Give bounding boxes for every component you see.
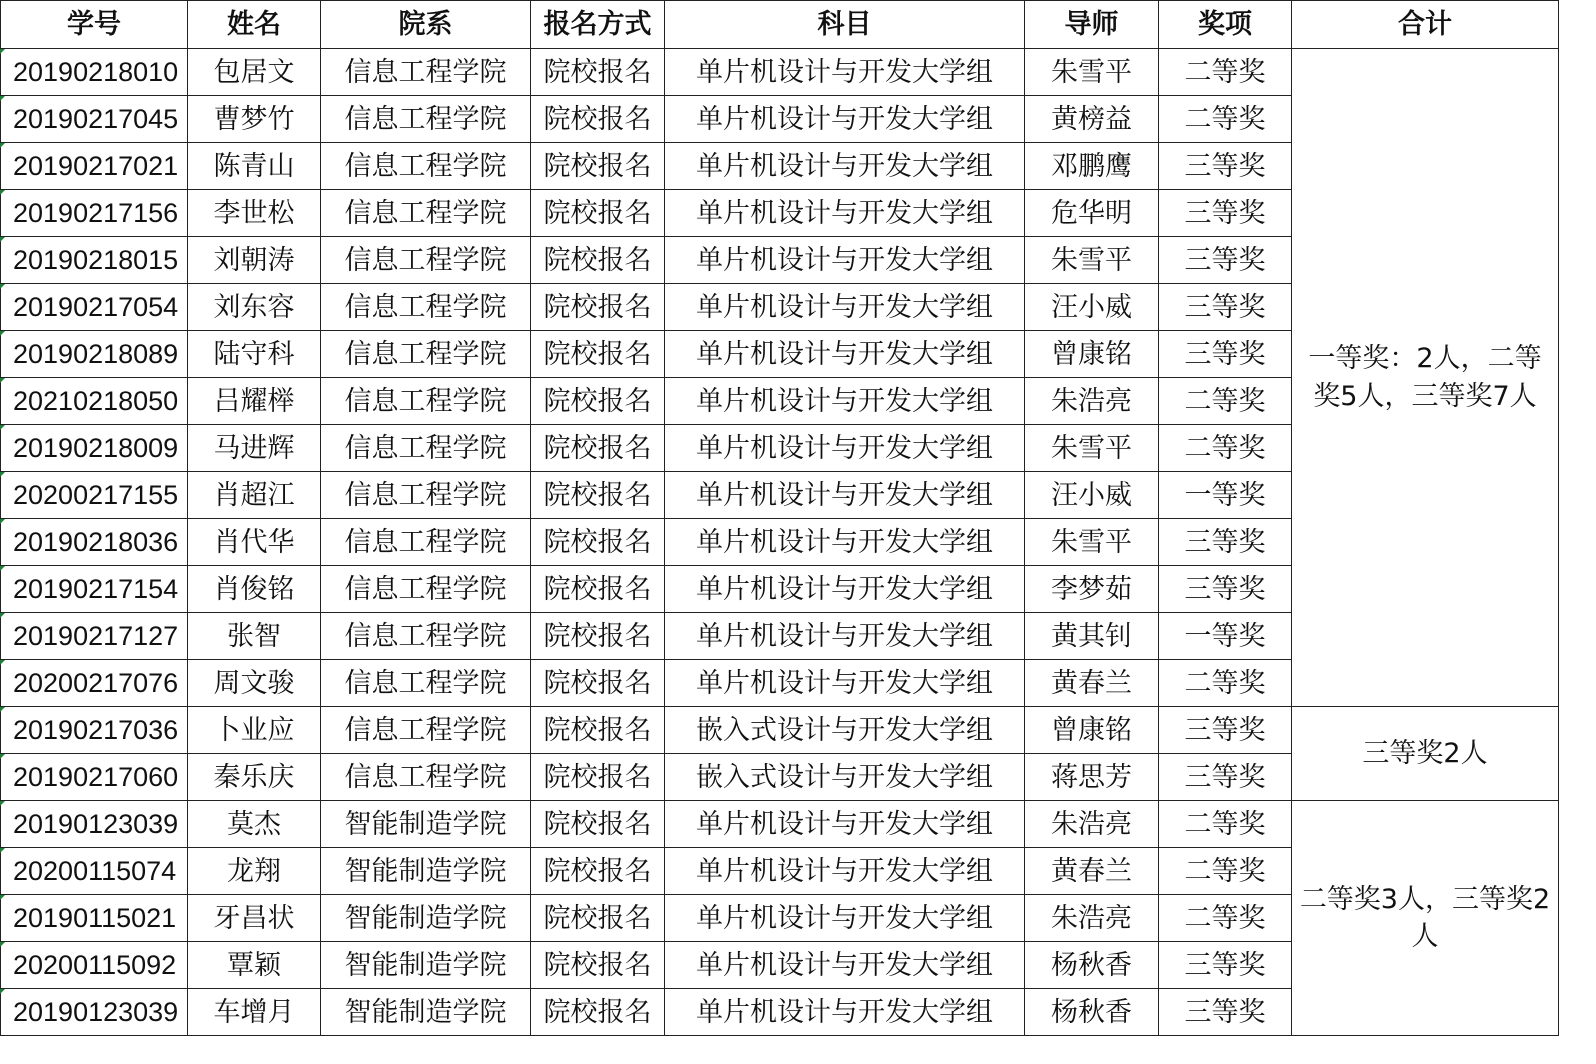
student-id-cell[interactable]: 20200217155	[1, 472, 188, 519]
registration-cell[interactable]: 院校报名	[531, 96, 665, 143]
name-cell[interactable]: 张智	[188, 613, 321, 660]
award-cell[interactable]: 一等奖	[1159, 472, 1292, 519]
subject-cell[interactable]: 单片机设计与开发大学组	[665, 660, 1025, 707]
department-cell[interactable]: 智能制造学院	[321, 942, 531, 989]
student-id-cell[interactable]: 20190217036	[1, 707, 188, 754]
table-row	[1, 707, 1559, 754]
name-cell[interactable]: 秦乐庆	[188, 754, 321, 801]
name-cell[interactable]: 车增月	[188, 989, 321, 1036]
header-row	[1, 1, 1559, 49]
department-cell[interactable]: 信息工程学院	[321, 519, 531, 566]
registration-cell[interactable]: 院校报名	[531, 284, 665, 331]
subject-cell[interactable]: 单片机设计与开发大学组	[665, 425, 1025, 472]
advisor-cell[interactable]: 朱雪平	[1025, 519, 1159, 566]
award-cell[interactable]: 三等奖	[1159, 942, 1292, 989]
registration-cell[interactable]: 院校报名	[531, 472, 665, 519]
department-cell[interactable]: 信息工程学院	[321, 143, 531, 190]
award-cell[interactable]: 三等奖	[1159, 143, 1292, 190]
header-registration[interactable]: 报名方式	[531, 1, 665, 49]
advisor-cell[interactable]: 朱浩亮	[1025, 378, 1159, 425]
subject-cell[interactable]: 单片机设计与开发大学组	[665, 942, 1025, 989]
subject-cell[interactable]: 单片机设计与开发大学组	[665, 566, 1025, 613]
cell-warning-marker-icon	[0, 848, 5, 853]
department-cell[interactable]: 信息工程学院	[321, 96, 531, 143]
department-cell[interactable]: 智能制造学院	[321, 801, 531, 848]
name-cell[interactable]: 吕耀榉	[188, 378, 321, 425]
name-cell[interactable]: 包居文	[188, 49, 321, 96]
department-cell[interactable]: 智能制造学院	[321, 848, 531, 895]
advisor-cell[interactable]: 李梦茹	[1025, 566, 1159, 613]
student-id-cell[interactable]: 20210218050	[1, 378, 188, 425]
name-cell[interactable]: 陈青山	[188, 143, 321, 190]
registration-cell[interactable]: 院校报名	[531, 707, 665, 754]
student-id-cell[interactable]: 20190218089	[1, 331, 188, 378]
registration-cell[interactable]: 院校报名	[531, 143, 665, 190]
name-cell[interactable]: 牙昌状	[188, 895, 321, 942]
award-cell[interactable]: 三等奖	[1159, 284, 1292, 331]
advisor-cell[interactable]: 黄春兰	[1025, 660, 1159, 707]
cell-warning-marker-icon	[0, 989, 5, 994]
department-cell[interactable]: 信息工程学院	[321, 237, 531, 284]
student-id-cell[interactable]: 20190217127	[1, 613, 188, 660]
name-cell[interactable]: 曹梦竹	[188, 96, 321, 143]
award-cell[interactable]: 二等奖	[1159, 425, 1292, 472]
student-id-cell[interactable]: 20190123039	[1, 989, 188, 1036]
award-cell[interactable]: 二等奖	[1159, 96, 1292, 143]
department-cell[interactable]: 信息工程学院	[321, 190, 531, 237]
award-cell[interactable]: 三等奖	[1159, 707, 1292, 754]
award-cell[interactable]: 二等奖	[1159, 801, 1292, 848]
advisor-cell[interactable]: 曾康铭	[1025, 707, 1159, 754]
subject-cell[interactable]: 单片机设计与开发大学组	[665, 96, 1025, 143]
cell-warning-marker-icon	[0, 754, 5, 759]
department-cell[interactable]: 信息工程学院	[321, 707, 531, 754]
student-id-cell[interactable]: 20190217045	[1, 96, 188, 143]
subject-cell[interactable]: 单片机设计与开发大学组	[665, 519, 1025, 566]
student-id-cell[interactable]: 20190217060	[1, 754, 188, 801]
award-cell[interactable]: 三等奖	[1159, 237, 1292, 284]
subject-cell[interactable]: 嵌入式设计与开发大学组	[665, 707, 1025, 754]
award-cell[interactable]: 二等奖	[1159, 660, 1292, 707]
total-summary-cell[interactable]: 三等奖2人	[1292, 707, 1559, 801]
subject-cell[interactable]: 单片机设计与开发大学组	[665, 848, 1025, 895]
student-id-cell[interactable]: 20190218009	[1, 425, 188, 472]
name-cell[interactable]: 卜业应	[188, 707, 321, 754]
department-cell[interactable]: 信息工程学院	[321, 49, 531, 96]
name-cell[interactable]: 莫杰	[188, 801, 321, 848]
registration-cell[interactable]: 院校报名	[531, 378, 665, 425]
registration-cell[interactable]: 院校报名	[531, 754, 665, 801]
award-cell[interactable]: 二等奖	[1159, 848, 1292, 895]
advisor-cell[interactable]: 汪小威	[1025, 284, 1159, 331]
total-summary-cell[interactable]: 一等奖：2人，二等奖5人，三等奖7人	[1292, 49, 1559, 707]
department-cell[interactable]: 信息工程学院	[321, 331, 531, 378]
student-id-cell[interactable]: 20190218015	[1, 237, 188, 284]
name-cell[interactable]: 刘朝涛	[188, 237, 321, 284]
registration-cell[interactable]: 院校报名	[531, 801, 665, 848]
subject-cell[interactable]: 单片机设计与开发大学组	[665, 190, 1025, 237]
cell-warning-marker-icon	[0, 801, 5, 806]
student-id-cell[interactable]: 20190218036	[1, 519, 188, 566]
subject-cell[interactable]: 嵌入式设计与开发大学组	[665, 754, 1025, 801]
department-cell[interactable]: 信息工程学院	[321, 613, 531, 660]
advisor-cell[interactable]: 朱雪平	[1025, 237, 1159, 284]
name-cell[interactable]: 肖俊铭	[188, 566, 321, 613]
award-cell[interactable]: 三等奖	[1159, 519, 1292, 566]
subject-cell[interactable]: 单片机设计与开发大学组	[665, 378, 1025, 425]
name-cell[interactable]: 周文骏	[188, 660, 321, 707]
student-id-cell[interactable]: 20190217021	[1, 143, 188, 190]
award-cell[interactable]: 二等奖	[1159, 49, 1292, 96]
registration-cell[interactable]: 院校报名	[531, 425, 665, 472]
header-subject[interactable]: 科目	[665, 1, 1025, 49]
registration-cell[interactable]: 院校报名	[531, 49, 665, 96]
registration-cell[interactable]: 院校报名	[531, 660, 665, 707]
student-id-cell[interactable]: 20200115092	[1, 942, 188, 989]
cell-warning-marker-icon	[0, 425, 5, 430]
advisor-cell[interactable]: 杨秋香	[1025, 989, 1159, 1036]
cell-warning-marker-icon	[0, 49, 5, 54]
name-cell[interactable]: 马进辉	[188, 425, 321, 472]
name-cell[interactable]: 龙翔	[188, 848, 321, 895]
advisor-cell[interactable]: 朱雪平	[1025, 49, 1159, 96]
cell-warning-marker-icon	[0, 190, 5, 195]
header-department[interactable]: 院系	[321, 1, 531, 49]
department-cell[interactable]: 信息工程学院	[321, 754, 531, 801]
total-summary-cell[interactable]: 二等奖3人，三等奖2人	[1292, 801, 1559, 1036]
name-cell[interactable]: 肖代华	[188, 519, 321, 566]
subject-cell[interactable]: 单片机设计与开发大学组	[665, 331, 1025, 378]
department-cell[interactable]: 信息工程学院	[321, 425, 531, 472]
student-id-cell[interactable]: 20190217156	[1, 190, 188, 237]
registration-cell[interactable]: 院校报名	[531, 848, 665, 895]
header-name[interactable]: 姓名	[188, 1, 321, 49]
cell-warning-marker-icon	[0, 331, 5, 336]
department-cell[interactable]: 智能制造学院	[321, 989, 531, 1036]
student-id-cell[interactable]: 20190123039	[1, 801, 188, 848]
cell-warning-marker-icon	[0, 519, 5, 524]
advisor-cell[interactable]: 杨秋香	[1025, 942, 1159, 989]
award-cell[interactable]: 三等奖	[1159, 566, 1292, 613]
table-row	[1, 801, 1559, 848]
registration-cell[interactable]: 院校报名	[531, 566, 665, 613]
cell-warning-marker-icon	[0, 284, 5, 289]
cell-warning-marker-icon	[0, 143, 5, 148]
department-cell[interactable]: 信息工程学院	[321, 566, 531, 613]
header-award[interactable]: 奖项	[1159, 1, 1292, 49]
header-advisor[interactable]: 导师	[1025, 1, 1159, 49]
name-cell[interactable]: 覃颖	[188, 942, 321, 989]
cell-warning-marker-icon	[0, 378, 5, 383]
registration-cell[interactable]: 院校报名	[531, 942, 665, 989]
student-id-cell[interactable]: 20190217154	[1, 566, 188, 613]
header-total[interactable]: 合计	[1292, 1, 1559, 49]
award-cell[interactable]: 三等奖	[1159, 190, 1292, 237]
registration-cell[interactable]: 院校报名	[531, 519, 665, 566]
advisor-cell[interactable]: 朱雪平	[1025, 425, 1159, 472]
award-cell[interactable]: 三等奖	[1159, 331, 1292, 378]
advisor-cell[interactable]: 黄其钊	[1025, 613, 1159, 660]
award-cell[interactable]: 二等奖	[1159, 895, 1292, 942]
cell-warning-marker-icon	[0, 707, 5, 712]
award-cell[interactable]: 三等奖	[1159, 989, 1292, 1036]
department-cell[interactable]: 智能制造学院	[321, 895, 531, 942]
registration-cell[interactable]: 院校报名	[531, 237, 665, 284]
subject-cell[interactable]: 单片机设计与开发大学组	[665, 237, 1025, 284]
student-id-cell[interactable]: 20200115074	[1, 848, 188, 895]
advisor-cell[interactable]: 朱浩亮	[1025, 895, 1159, 942]
advisor-cell[interactable]: 邓鹏鹰	[1025, 143, 1159, 190]
cell-warning-marker-icon	[0, 566, 5, 571]
award-cell[interactable]: 二等奖	[1159, 378, 1292, 425]
advisor-cell[interactable]: 曾康铭	[1025, 331, 1159, 378]
cell-warning-marker-icon	[0, 895, 5, 900]
registration-cell[interactable]: 院校报名	[531, 331, 665, 378]
subject-cell[interactable]: 单片机设计与开发大学组	[665, 989, 1025, 1036]
department-cell[interactable]: 信息工程学院	[321, 472, 531, 519]
cell-warning-marker-icon	[0, 613, 5, 618]
subject-cell[interactable]: 单片机设计与开发大学组	[665, 49, 1025, 96]
subject-cell[interactable]: 单片机设计与开发大学组	[665, 143, 1025, 190]
registration-cell[interactable]: 院校报名	[531, 190, 665, 237]
cell-warning-marker-icon	[0, 472, 5, 477]
student-id-cell[interactable]: 20190115021	[1, 895, 188, 942]
advisor-cell[interactable]: 朱浩亮	[1025, 801, 1159, 848]
cell-warning-marker-icon	[0, 942, 5, 947]
award-cell[interactable]: 三等奖	[1159, 754, 1292, 801]
cell-warning-marker-icon	[0, 237, 5, 242]
student-id-cell[interactable]: 20200217076	[1, 660, 188, 707]
student-id-cell[interactable]: 20190217054	[1, 284, 188, 331]
subject-cell[interactable]: 单片机设计与开发大学组	[665, 613, 1025, 660]
cell-warning-marker-icon	[0, 96, 5, 101]
award-cell[interactable]: 一等奖	[1159, 613, 1292, 660]
department-cell[interactable]: 信息工程学院	[321, 284, 531, 331]
name-cell[interactable]: 刘东容	[188, 284, 321, 331]
cell-warning-marker-icon	[0, 660, 5, 665]
department-cell[interactable]: 信息工程学院	[321, 378, 531, 425]
name-cell[interactable]: 陆守科	[188, 331, 321, 378]
advisor-cell[interactable]: 危华明	[1025, 190, 1159, 237]
advisor-cell[interactable]: 黄榜益	[1025, 96, 1159, 143]
subject-cell[interactable]: 单片机设计与开发大学组	[665, 801, 1025, 848]
subject-cell[interactable]: 单片机设计与开发大学组	[665, 895, 1025, 942]
student-id-cell[interactable]: 20190218010	[1, 49, 188, 96]
name-cell[interactable]: 李世松	[188, 190, 321, 237]
advisor-cell[interactable]: 汪小威	[1025, 472, 1159, 519]
department-cell[interactable]: 信息工程学院	[321, 660, 531, 707]
subject-cell[interactable]: 单片机设计与开发大学组	[665, 284, 1025, 331]
table-body	[1, 49, 1559, 1036]
registration-cell[interactable]: 院校报名	[531, 895, 665, 942]
registration-cell[interactable]: 院校报名	[531, 613, 665, 660]
subject-cell[interactable]: 单片机设计与开发大学组	[665, 472, 1025, 519]
advisor-cell[interactable]: 黄春兰	[1025, 848, 1159, 895]
header-student-id[interactable]: 学号	[1, 1, 188, 49]
advisor-cell[interactable]: 蒋思芳	[1025, 754, 1159, 801]
table-row	[1, 49, 1559, 96]
registration-cell[interactable]: 院校报名	[531, 989, 665, 1036]
name-cell[interactable]: 肖超江	[188, 472, 321, 519]
